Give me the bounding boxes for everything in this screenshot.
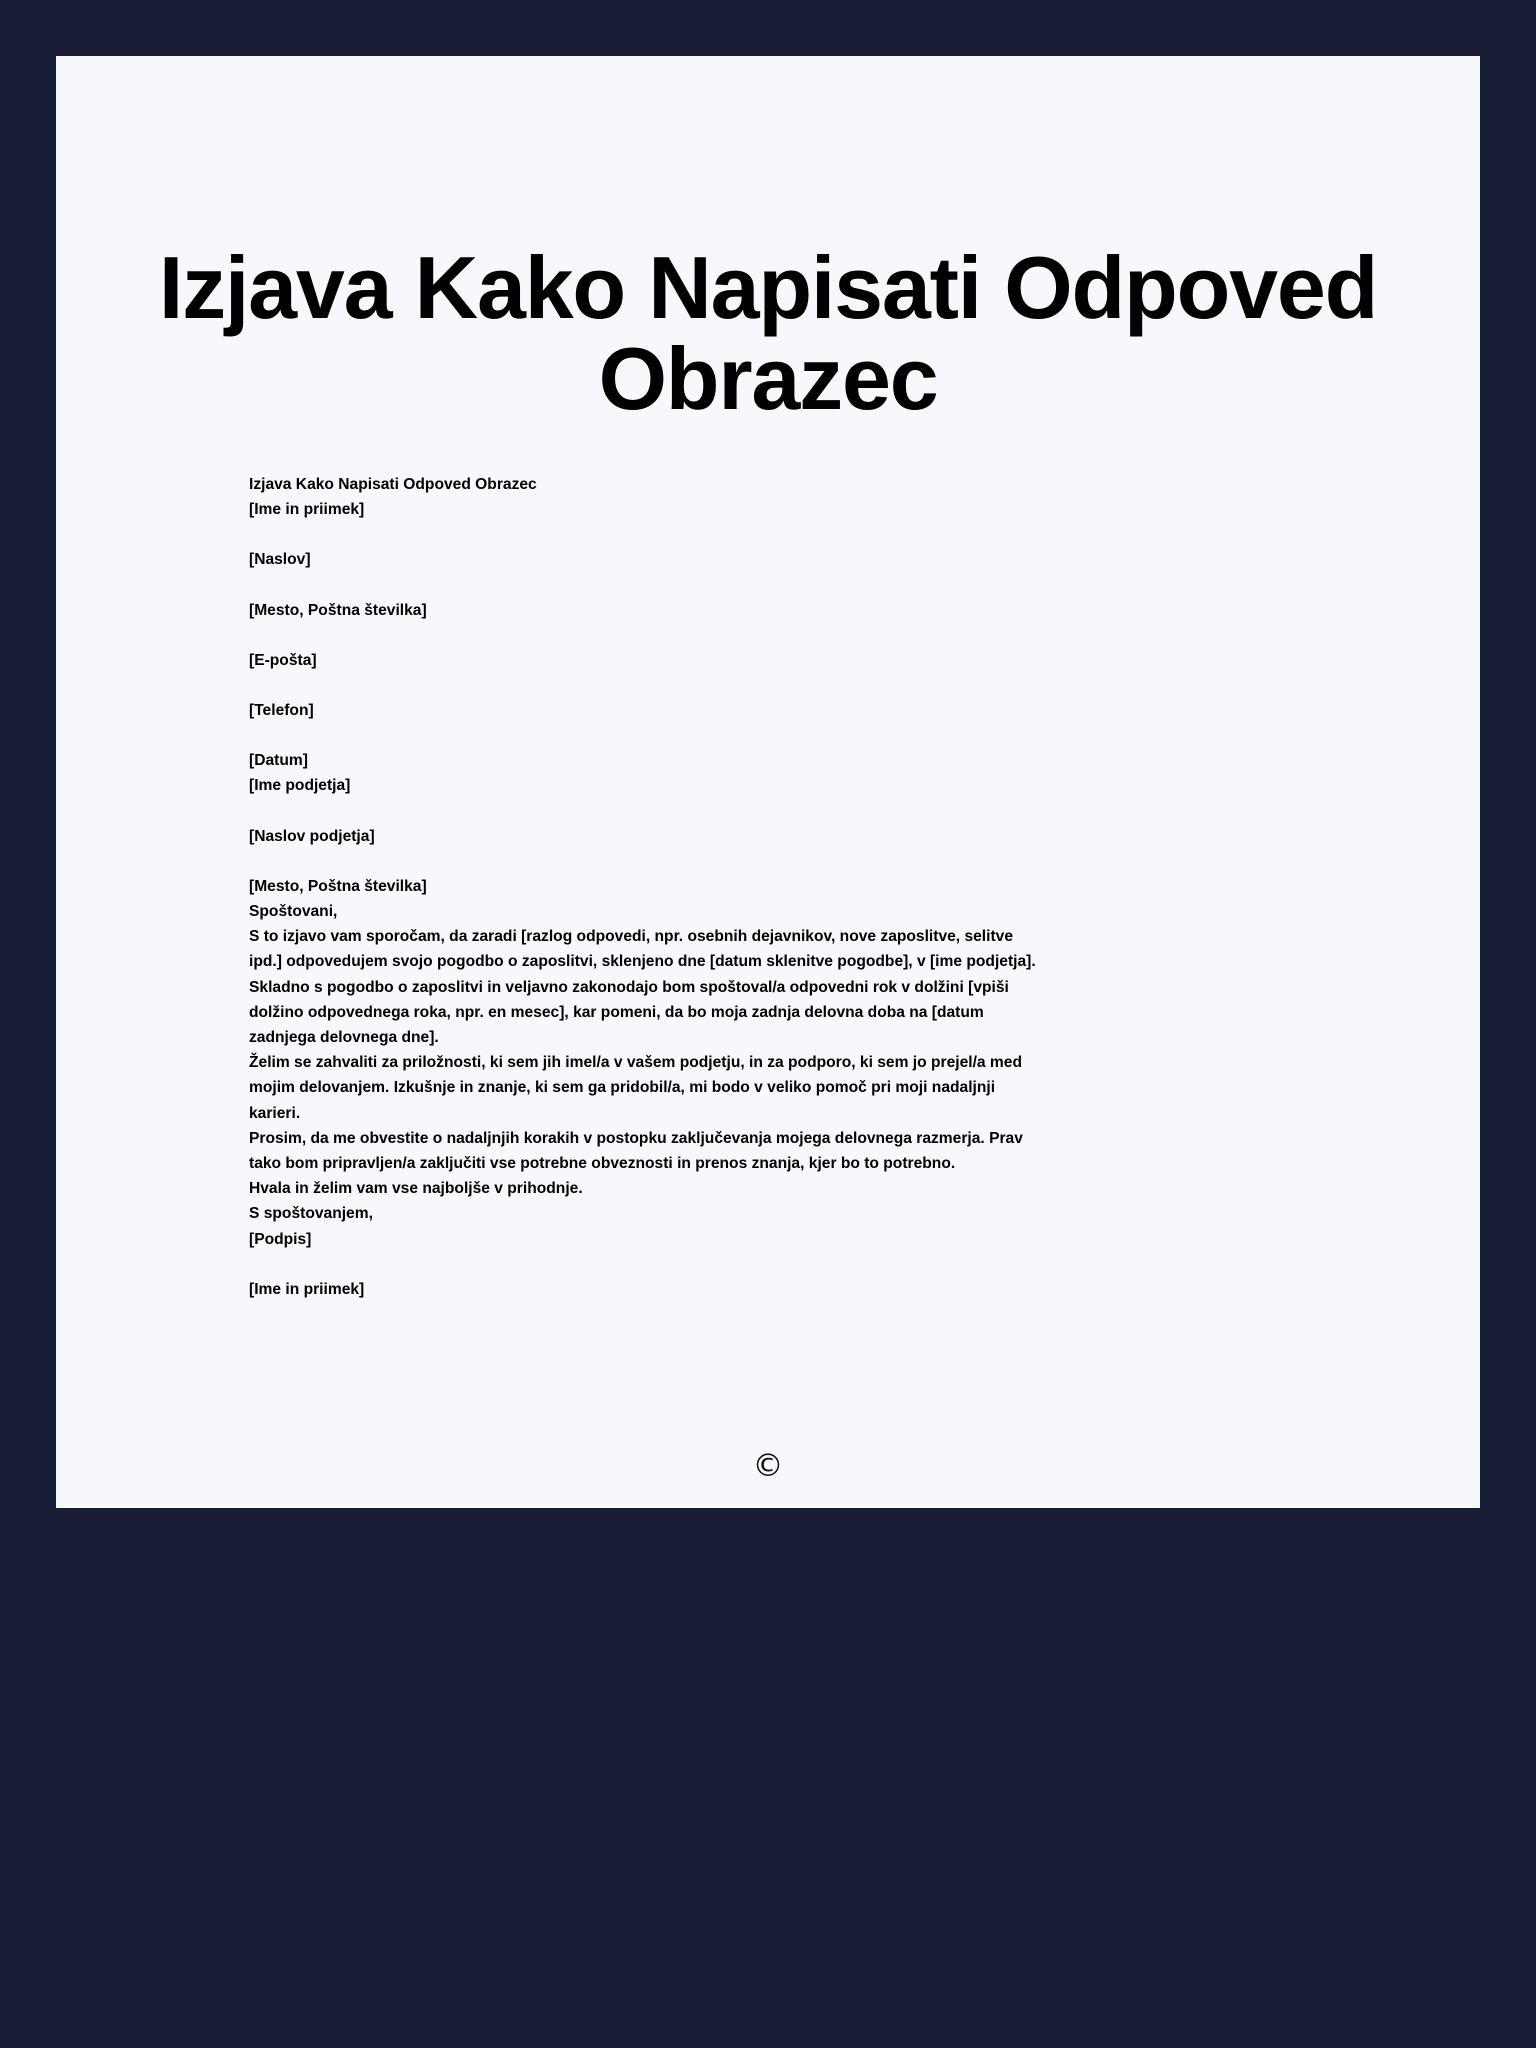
signer-name: [Ime in priimek] [249,1280,365,1298]
body-paragraph-3: Želim se zahvaliti za priložnosti, ki sem jih imel/a v vašem podjetju, in za podporo, ki sem jo prejel/a med mojim delovanjem. Izkušnje in znanje, ki sem ga pridobil/a, mi bodo v veliko pomoč pri moji nadaljnji karieri. [249,1054,1027,1122]
spacer [249,723,1044,748]
sender-city-postal: [Mesto, Poštna številka] [249,601,427,619]
recipient-company-name: [Ime podjetja] [249,777,351,795]
sender-address: [Naslov] [249,551,311,569]
body-paragraph-2: Skladno s pogodbo o zaposlitvi in veljavno zakonodajo bom spoštoval/a odpovedni rok v dolžini [vpiši dolžino odpovednega roka, npr. en mesec], kar pomeni, da bo moja zadnja delovna doba na [datum zadnjega delovnega dne]. [249,978,1014,1047]
salutation: Spoštovani, [249,903,338,921]
spacer [249,522,1044,547]
body-paragraph-4: Prosim, da me obvestite o nadaljnjih korakih v postopku zaključevanja mojega delovnega razmerja. Prav tako bom pripravljen/a zaključiti vse potrebne obveznosti in prenos znanja, kjer bo to potrebno. [249,1129,1028,1173]
letter-subject: Izjava Kako Napisati Odpoved Obrazec [249,476,537,493]
sender-phone: [Telefon] [249,702,314,720]
spacer [249,849,1044,874]
spacer [249,799,1044,824]
spacer [249,623,1044,648]
recipient-company-city-postal: [Mesto, Poštna številka] [249,877,427,895]
body-paragraph-1: S to izjavo vam sporočam, da zaradi [razlog odpovedi, npr. osebnih dejavnikov, nove zaposlitve, selitve ipd.] odpovedujem svojo pogodbo o zaposlitvi, sklenjeno dne [datum sklenitve pogodbe], v [ime podjetja]. [249,928,1036,971]
sender-name: [Ime in priimek] [249,501,365,519]
letter-date: [Datum] [249,752,308,770]
spacer [249,1252,1044,1277]
document-page [56,56,1480,1508]
sender-email: [E-pošta] [249,651,317,669]
footer [56,1448,1480,1484]
spacer [249,573,1044,598]
spacer [249,673,1044,698]
closing-thanks: Hvala in želim vam vse najboljše v prihodnje. [249,1180,583,1198]
copyright-icon: © [752,1448,784,1484]
letter-body [249,472,1044,1302]
signature-placeholder: [Podpis] [249,1230,312,1248]
recipient-company-address: [Naslov podjetja] [249,827,375,845]
closing-regards: S spoštovanjem, [249,1205,373,1223]
page-title: Izjava Kako Napisati Odpoved Obrazec [158,237,1378,428]
